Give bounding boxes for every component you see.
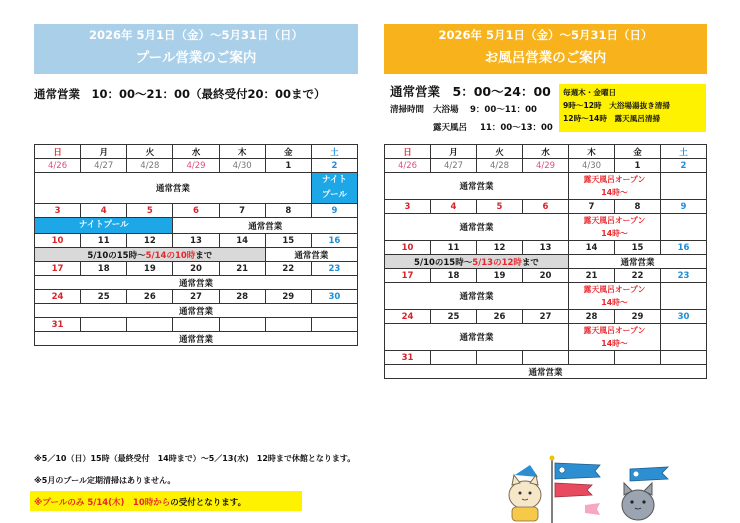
- date-cell: 13: [523, 241, 569, 255]
- weekday-fri: 金: [615, 145, 661, 159]
- date-cell: 11: [81, 234, 127, 248]
- cat-illustration: [612, 455, 677, 523]
- note-pool-reopen: [30, 491, 302, 511]
- date-cell: 25: [81, 290, 127, 304]
- note-closure: ※5／10（日）15時（最終受付 14時まで）～5／13(水) 12時まで休館となります。: [34, 454, 356, 463]
- normal-hours-cell: 通常営業: [569, 255, 707, 269]
- normal-hours-cell: 通常営業: [385, 324, 569, 351]
- date-cell: 11: [431, 241, 477, 255]
- date-cell: 14: [219, 234, 265, 248]
- date-cell: 31: [385, 351, 431, 365]
- date-cell: 12: [127, 234, 173, 248]
- open-air-line1: 露天風呂オープン: [583, 326, 646, 335]
- weekday-mon: 月: [431, 145, 477, 159]
- bath-cleaning-1-time: 9：00～11：00: [470, 105, 537, 115]
- date-cell: [523, 351, 569, 365]
- empty-cell: [661, 283, 707, 310]
- date-cell: 4/29: [523, 159, 569, 173]
- pool-calendar: [34, 144, 358, 346]
- closure-cell: [385, 255, 569, 269]
- pool-period: 2026年 5月1日（金）～5月31日（日）: [88, 28, 304, 42]
- date-cell: 27: [173, 290, 219, 304]
- note3-date: 5/14(木) 10時から: [87, 498, 171, 508]
- date-cell: 6: [523, 200, 569, 214]
- closure-suffix: まで: [521, 257, 539, 268]
- date-cell: [431, 351, 477, 365]
- date-cell: [477, 351, 523, 365]
- normal-hours-cell: 通常営業: [385, 365, 707, 379]
- empty-cell: [661, 324, 707, 351]
- open-air-cell: [569, 214, 661, 241]
- cat-with-carp-streamer-illustration: [500, 455, 615, 523]
- bath-period: 2026年 5月1日（金）～5月31日（日）: [438, 28, 653, 42]
- date-cell: 18: [431, 269, 477, 283]
- open-air-line2: 14時～: [601, 229, 628, 238]
- date-cell: 2: [311, 159, 357, 173]
- date-cell: 10: [385, 241, 431, 255]
- date-cell: 30: [661, 310, 707, 324]
- open-air-cell: [569, 283, 661, 310]
- date-cell: 4/30: [219, 159, 265, 173]
- date-cell: 24: [385, 310, 431, 324]
- date-cell: 3: [35, 204, 81, 218]
- date-cell: [127, 318, 173, 332]
- date-cell: 4/28: [127, 159, 173, 173]
- date-cell: 28: [569, 310, 615, 324]
- open-air-line2: 14時～: [601, 188, 628, 197]
- normal-hours-cell: 通常営業: [173, 218, 358, 234]
- bath-hours: 通常営業 5：00～24：00: [390, 84, 551, 99]
- date-cell: [311, 318, 357, 332]
- date-cell: 25: [431, 310, 477, 324]
- weekly-cleaning-box: [559, 84, 706, 132]
- date-cell: [219, 318, 265, 332]
- date-cell: 4/26: [385, 159, 431, 173]
- closure-highlight: 5/14の10時: [145, 250, 196, 261]
- date-cell: 31: [35, 318, 81, 332]
- pool-title: プール営業のご案内: [135, 49, 257, 66]
- note-cleaning: ※5月のプール定期清掃はありません。: [34, 476, 176, 485]
- date-cell: 2: [661, 159, 707, 173]
- date-cell: 14: [569, 241, 615, 255]
- date-cell: 16: [661, 241, 707, 255]
- note3-prefix: ※プールのみ: [34, 498, 85, 508]
- date-cell: 29: [615, 310, 661, 324]
- bath-cleaning-2-time: 11：00～13：00: [480, 123, 553, 133]
- weekday-sun: 日: [385, 145, 431, 159]
- date-cell: 26: [477, 310, 523, 324]
- date-cell: 1: [265, 159, 311, 173]
- date-cell: 18: [81, 262, 127, 276]
- empty-cell: [661, 214, 707, 241]
- closure-highlight: 5/13の12時: [472, 257, 522, 268]
- night-pool-cell: [311, 173, 357, 204]
- normal-hours-cell: 通常営業: [265, 248, 357, 262]
- normal-hours-cell: 通常営業: [385, 173, 569, 200]
- normal-hours-cell: 通常営業: [35, 332, 358, 346]
- date-cell: 24: [35, 290, 81, 304]
- date-cell: 20: [523, 269, 569, 283]
- date-cell: [81, 318, 127, 332]
- date-cell: 10: [35, 234, 81, 248]
- date-cell: 23: [311, 262, 357, 276]
- date-cell: 3: [385, 200, 431, 214]
- weekday-wed: 水: [523, 145, 569, 159]
- weekday-sat: 土: [311, 145, 357, 159]
- date-cell: [661, 351, 707, 365]
- pool-header: [34, 24, 358, 74]
- bath-calendar: [384, 144, 707, 379]
- date-cell: 22: [265, 262, 311, 276]
- weekday-sat: 土: [661, 145, 707, 159]
- closure-suffix: まで: [195, 250, 213, 261]
- weekly-line-2: 12時～14時 露天風呂清掃: [563, 114, 661, 123]
- date-cell: 17: [385, 269, 431, 283]
- open-air-line2: 14時～: [601, 298, 628, 307]
- date-cell: 4: [431, 200, 477, 214]
- date-cell: 5: [477, 200, 523, 214]
- normal-hours-cell: 通常営業: [35, 173, 312, 204]
- date-cell: 30: [311, 290, 357, 304]
- date-cell: 21: [569, 269, 615, 283]
- date-cell: 23: [661, 269, 707, 283]
- pool-hours: 通常営業 10：00～21：00（最終受付20：00まで）: [34, 87, 326, 101]
- weekly-title: 毎週木・金曜日: [563, 88, 617, 97]
- bath-header: [384, 24, 707, 74]
- date-cell: 16: [311, 234, 357, 248]
- normal-hours-cell: 通常営業: [35, 276, 358, 290]
- date-cell: 4/27: [81, 159, 127, 173]
- date-cell: 4: [81, 204, 127, 218]
- weekday-mon: 月: [81, 145, 127, 159]
- normal-hours-cell: 通常営業: [35, 304, 358, 318]
- date-cell: 20: [173, 262, 219, 276]
- date-cell: 7: [569, 200, 615, 214]
- date-cell: 8: [615, 200, 661, 214]
- open-air-line1: 露天風呂オープン: [583, 285, 646, 294]
- weekday-tue: 火: [477, 145, 523, 159]
- closure-prefix: 5/10の15時～: [414, 257, 473, 268]
- night-pool-line2: プール: [321, 190, 347, 200]
- date-cell: 4/29: [173, 159, 219, 173]
- normal-hours-cell: 通常営業: [385, 214, 569, 241]
- date-cell: 27: [523, 310, 569, 324]
- date-cell: 4/27: [431, 159, 477, 173]
- weekday-thu: 木: [219, 145, 265, 159]
- weekday-wed: 水: [173, 145, 219, 159]
- date-cell: [265, 318, 311, 332]
- bath-title: お風呂営業のご案内: [484, 49, 607, 66]
- note3-suffix: の受付となります。: [170, 498, 247, 508]
- bath-cleaning-1-place: 大浴場: [433, 105, 459, 115]
- date-cell: [569, 351, 615, 365]
- date-cell: 5: [127, 204, 173, 218]
- date-cell: 15: [265, 234, 311, 248]
- date-cell: 17: [35, 262, 81, 276]
- weekday-thu: 木: [569, 145, 615, 159]
- date-cell: 7: [219, 204, 265, 218]
- date-cell: 9: [661, 200, 707, 214]
- open-air-line1: 露天風呂オープン: [583, 175, 646, 184]
- open-air-line2: 14時～: [601, 339, 628, 348]
- normal-hours-cell: 通常営業: [385, 283, 569, 310]
- date-cell: 22: [615, 269, 661, 283]
- date-cell: 13: [173, 234, 219, 248]
- date-cell: [615, 351, 661, 365]
- weekday-tue: 火: [127, 145, 173, 159]
- date-cell: 4/26: [35, 159, 81, 173]
- open-air-cell: [569, 324, 661, 351]
- date-cell: 4/30: [569, 159, 615, 173]
- night-pool-line1: ナイト: [321, 175, 347, 185]
- weekday-fri: 金: [265, 145, 311, 159]
- date-cell: 28: [219, 290, 265, 304]
- bath-cleaning-2-place: 露天風呂: [433, 123, 468, 133]
- date-cell: 26: [127, 290, 173, 304]
- date-cell: 8: [265, 204, 311, 218]
- weekly-line-1: 9時～12時 大浴場湯抜き清掃: [563, 101, 670, 110]
- weekday-sun: 日: [35, 145, 81, 159]
- date-cell: 21: [219, 262, 265, 276]
- date-cell: 1: [615, 159, 661, 173]
- open-air-line1: 露天風呂オープン: [583, 216, 646, 225]
- closure-prefix: 5/10の15時～: [87, 250, 146, 261]
- closure-cell: [35, 248, 266, 262]
- date-cell: 12: [477, 241, 523, 255]
- empty-cell: [661, 173, 707, 200]
- date-cell: [173, 318, 219, 332]
- date-cell: 6: [173, 204, 219, 218]
- date-cell: 4/28: [477, 159, 523, 173]
- date-cell: 19: [127, 262, 173, 276]
- date-cell: 15: [615, 241, 661, 255]
- date-cell: 19: [477, 269, 523, 283]
- bath-cleaning-label: 清掃時間: [390, 105, 425, 115]
- night-pool-cell: ナイトプール: [35, 218, 173, 234]
- date-cell: 9: [311, 204, 357, 218]
- date-cell: 29: [265, 290, 311, 304]
- open-air-cell: [569, 173, 661, 200]
